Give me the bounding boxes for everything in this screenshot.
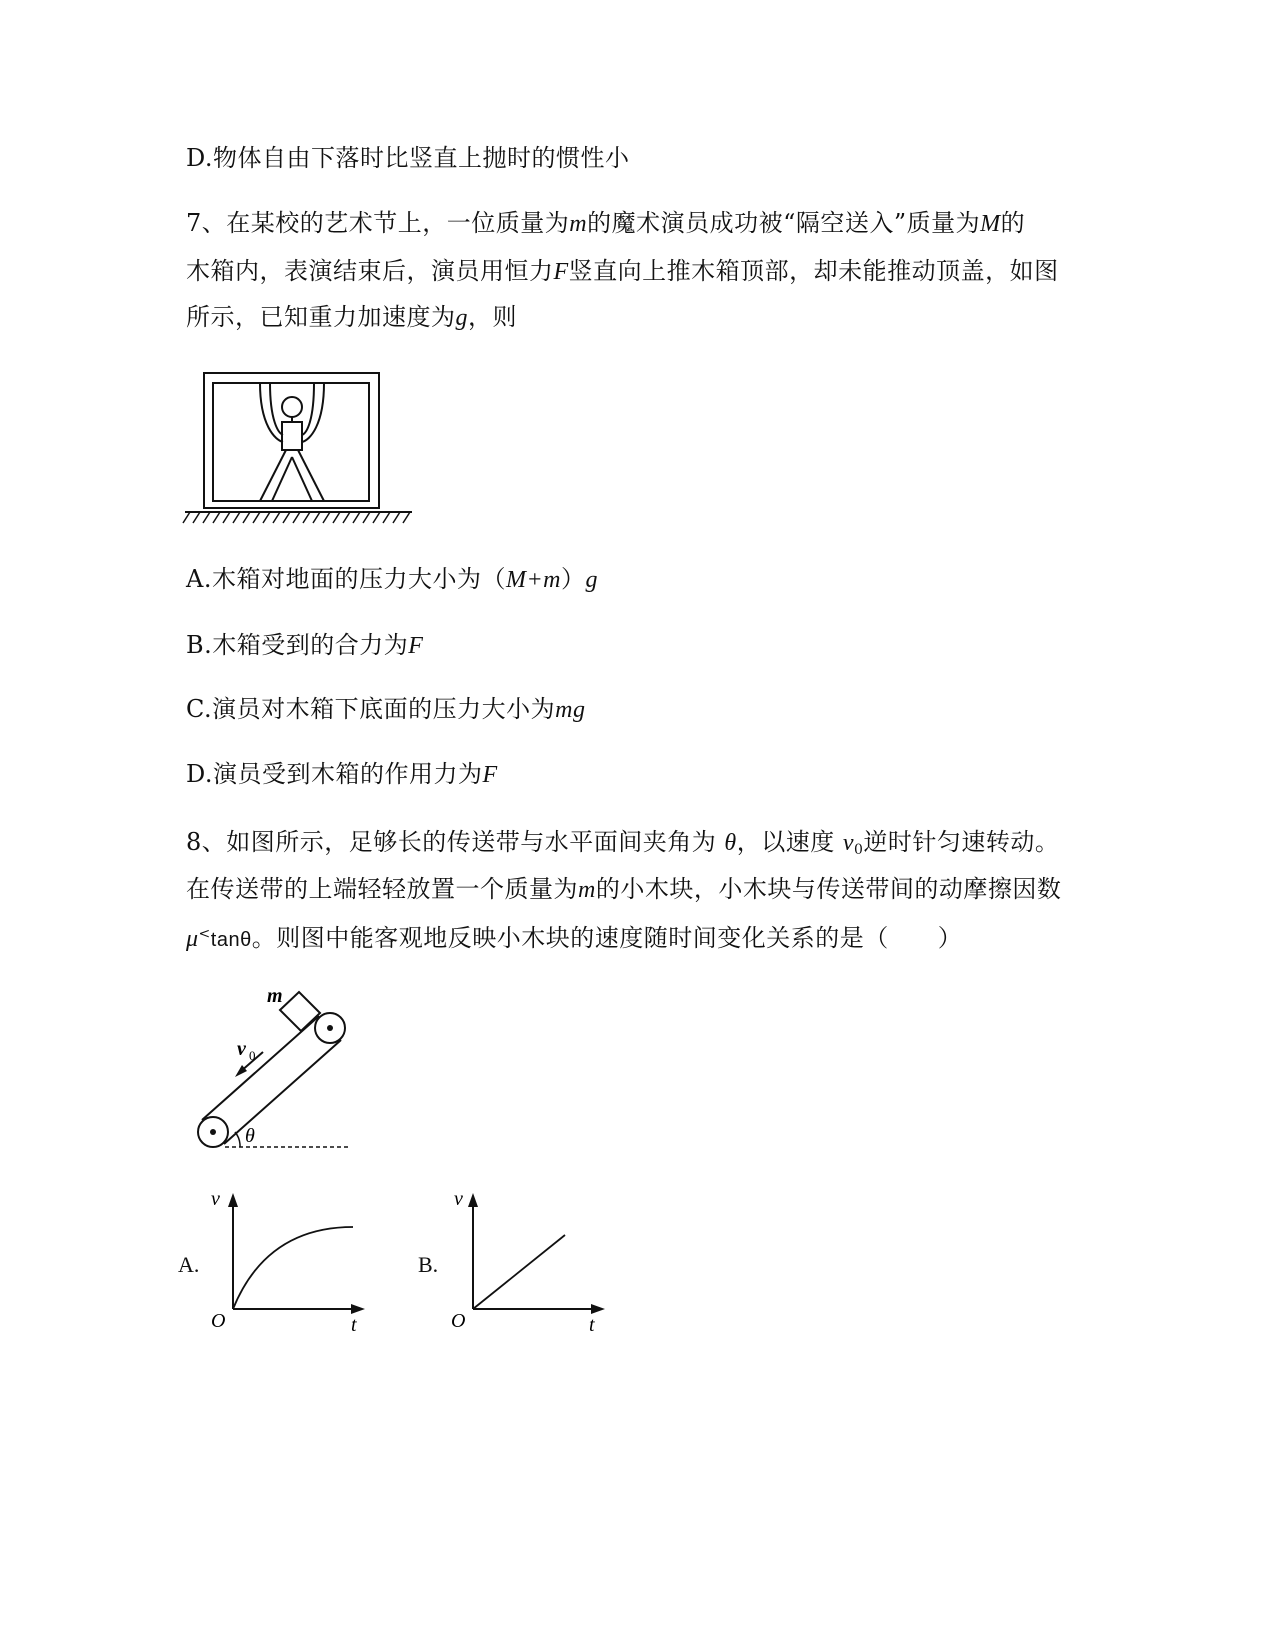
- performer-body: [282, 422, 302, 450]
- graph-a-x-arrow: [351, 1304, 365, 1314]
- q7-option-d-var: F: [482, 762, 498, 788]
- q7-var-g: g: [455, 305, 468, 331]
- angle-arc: [235, 1132, 240, 1147]
- lower-pulley-axle: [210, 1129, 216, 1135]
- q7-option-a: [186, 563, 598, 596]
- q8-var-theta: θ: [724, 830, 737, 856]
- q7-option-c: [186, 693, 585, 726]
- q8-line-2: [186, 873, 1061, 906]
- right-arm-inner: [302, 383, 314, 435]
- right-leg: [298, 450, 324, 501]
- q7-text: 木箱内，表演结束后，演员用恒力: [186, 257, 554, 285]
- q8-text: 。则图中能客观地反映小木块的速度随时间变化关系的是（ ）: [251, 924, 963, 952]
- q7-option-d-text: D.演员受到木箱的作用力为: [186, 760, 483, 788]
- angle-label: θ: [245, 1125, 255, 1147]
- q8-text: ，以速度: [736, 828, 835, 856]
- q7-text: ，则: [468, 303, 517, 331]
- q7-text: 竖直向上推木箱顶部，却未能推动顶盖，如图: [568, 257, 1059, 285]
- q7-text: 的: [1000, 209, 1026, 237]
- graph-a: [205, 1185, 375, 1335]
- block-m: [280, 992, 320, 1031]
- q6-option-d: D.物体自由下落时比竖直上抛时的惯性小: [186, 144, 630, 172]
- graph-b-line: [473, 1235, 565, 1309]
- graph-b-x-label: t: [589, 1314, 595, 1335]
- q8-text: 的小木块，小木块与传送带间的动摩擦因数: [595, 875, 1062, 903]
- q8-relation: <: [198, 926, 211, 942]
- q7-line-3: [186, 301, 517, 334]
- q7-text: 7、在某校的艺术节上，一位质量为: [186, 209, 570, 237]
- magic-box-figure: [180, 365, 420, 530]
- q7-option-b: [186, 629, 423, 662]
- q8-text: 逆时针匀速转动。: [863, 828, 1060, 856]
- graph-a-x-label: t: [351, 1314, 357, 1335]
- q7-option-c-var: mg: [555, 697, 586, 723]
- q8-line-3: [186, 918, 962, 956]
- graph-b-y-label: v: [454, 1188, 463, 1210]
- q7-option-c-text: C.演员对木箱下底面的压力大小为: [186, 695, 556, 723]
- graph-b-x-arrow: [591, 1304, 605, 1314]
- box-inner: [213, 383, 369, 501]
- q7-option-a-paren: ）: [561, 565, 586, 593]
- q7-option-a-g: g: [585, 567, 598, 593]
- q7-var-m: m: [569, 211, 588, 237]
- q8-text: 在传送带的上端轻轻放置一个质量为: [186, 875, 578, 903]
- graph-a-y-arrow: [228, 1193, 238, 1207]
- q7-line-2: [186, 255, 1059, 288]
- q8-var-v0: v: [842, 830, 855, 856]
- q7-var-M: M: [980, 211, 1001, 237]
- graph-a-origin: O: [211, 1310, 226, 1332]
- graph-b: [445, 1185, 615, 1335]
- box-outer: [204, 373, 379, 508]
- q7-option-a-expr: M+m: [505, 567, 561, 593]
- q8-var-m: m: [578, 877, 596, 903]
- q7-option-b-text: B.木箱受到的合力为: [186, 631, 409, 659]
- left-leg: [260, 450, 286, 501]
- graph-b-label: B.: [418, 1252, 439, 1277]
- mass-label: m: [267, 985, 283, 1007]
- upper-pulley-axle: [327, 1025, 333, 1031]
- q7-option-d: [186, 758, 498, 791]
- q7-option-a-text: A.木箱对地面的压力大小为（: [186, 565, 506, 593]
- q8-line-1: [186, 826, 1059, 866]
- q7-text: 的魔术演员成功被“隔空送入”质量为: [587, 209, 981, 237]
- conveyor-belt-figure: [185, 980, 365, 1160]
- q8-tan-theta: tanθ: [210, 929, 252, 951]
- graph-b-y-arrow: [468, 1193, 478, 1207]
- performer-head: [282, 397, 302, 417]
- q8-var-v0-sub: 0: [854, 842, 864, 858]
- q8-text: 8、如图所示，足够长的传送带与水平面间夹角为: [186, 828, 717, 856]
- ground: [183, 512, 412, 523]
- graph-a-label: A.: [178, 1252, 200, 1277]
- q8-var-mu: μ: [186, 926, 199, 952]
- graph-a-curve: [233, 1227, 353, 1309]
- q7-line-1: [186, 207, 1025, 240]
- graph-a-y-label: v: [211, 1188, 220, 1210]
- velocity-label-sub: 0: [249, 1048, 256, 1063]
- q7-text: 所示，已知重力加速度为: [186, 303, 456, 331]
- graph-b-origin: O: [451, 1310, 466, 1332]
- q7-option-b-var: F: [408, 633, 424, 659]
- q7-var-F: F: [553, 259, 569, 285]
- velocity-label: v: [237, 1038, 246, 1060]
